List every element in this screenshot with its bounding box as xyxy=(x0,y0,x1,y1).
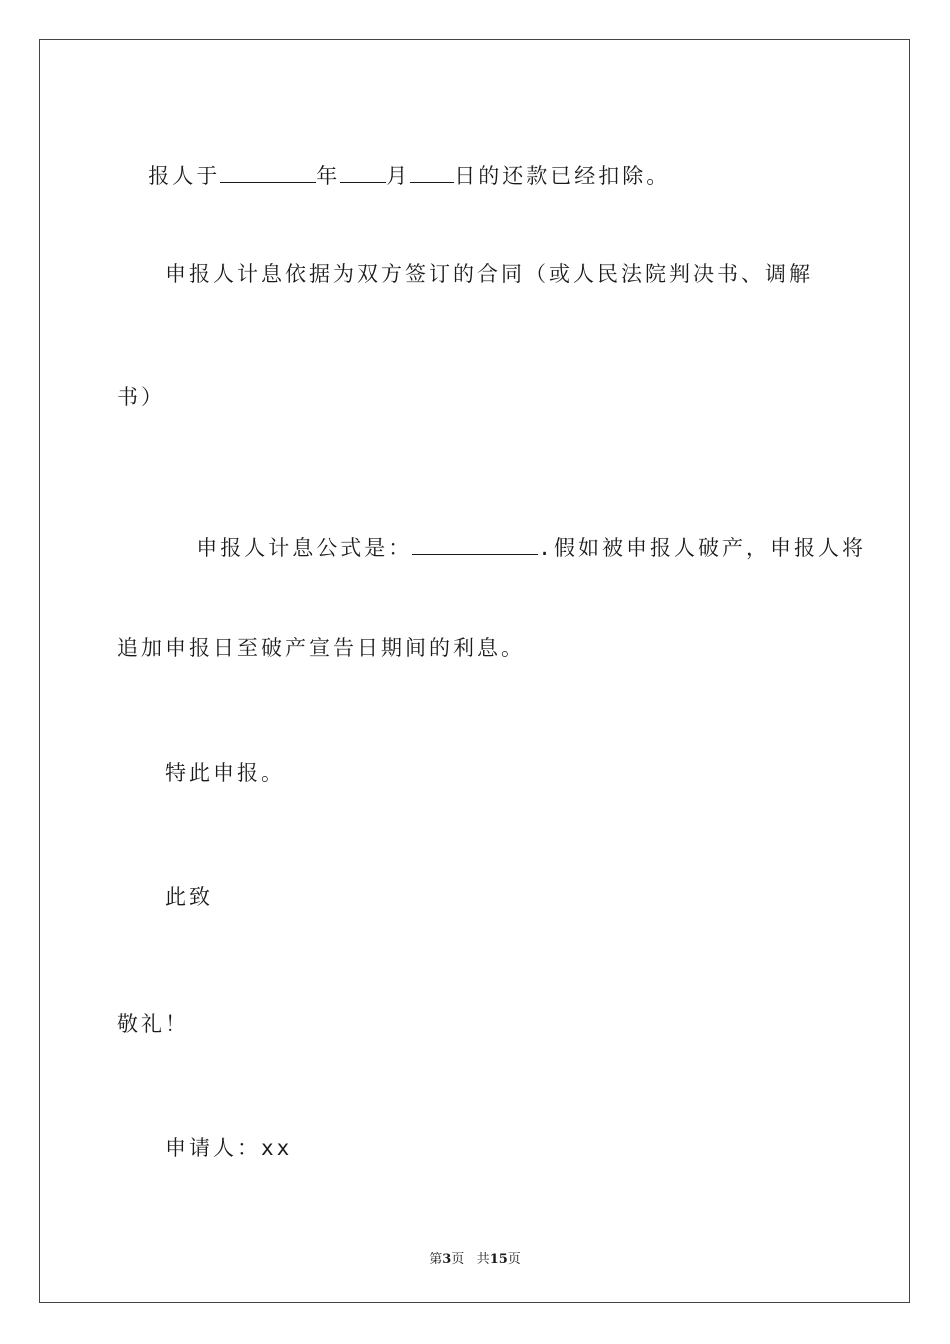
paragraph-formula-line xyxy=(165,512,866,560)
page-number: 3 xyxy=(442,1252,452,1267)
closing-statement: 特此申报。 xyxy=(165,761,285,785)
day-blank xyxy=(410,164,454,183)
page-suffix: 页 xyxy=(451,1252,465,1267)
paragraph-basis-line: 申报人计息依据为双方签订的合同（或人民法院判决书、调解 xyxy=(165,262,813,286)
year-label: 年 xyxy=(316,164,341,188)
page-prefix: 第 xyxy=(429,1252,443,1267)
repayment-prefix: 报人于 xyxy=(148,164,221,188)
year-blank xyxy=(220,164,316,183)
month-label: 月 xyxy=(386,164,411,188)
paragraph-basis-continuation: 书） xyxy=(117,385,165,409)
paragraph-repayment-line xyxy=(117,140,670,188)
regards-line: 敬礼！ xyxy=(117,1012,189,1036)
applicant-line: 申请人：xx xyxy=(165,1136,293,1160)
total-pages: 15 xyxy=(489,1252,508,1267)
total-suffix: 页 xyxy=(507,1252,521,1267)
paragraph-formula-continuation: 追加申报日至破产宣告日期间的利息。 xyxy=(117,636,525,660)
formula-blank xyxy=(412,536,538,555)
page-footer xyxy=(0,1248,950,1267)
repayment-suffix: 日的还款已经扣除。 xyxy=(454,164,671,188)
page-frame xyxy=(39,39,910,1303)
salutation-line: 此致 xyxy=(165,885,213,909)
formula-prefix: 申报人计息公式是： xyxy=(196,536,413,560)
total-prefix: 共 xyxy=(476,1252,490,1267)
month-blank xyxy=(340,164,386,183)
formula-suffix: .假如被申报人破产，申报人将 xyxy=(538,536,866,560)
